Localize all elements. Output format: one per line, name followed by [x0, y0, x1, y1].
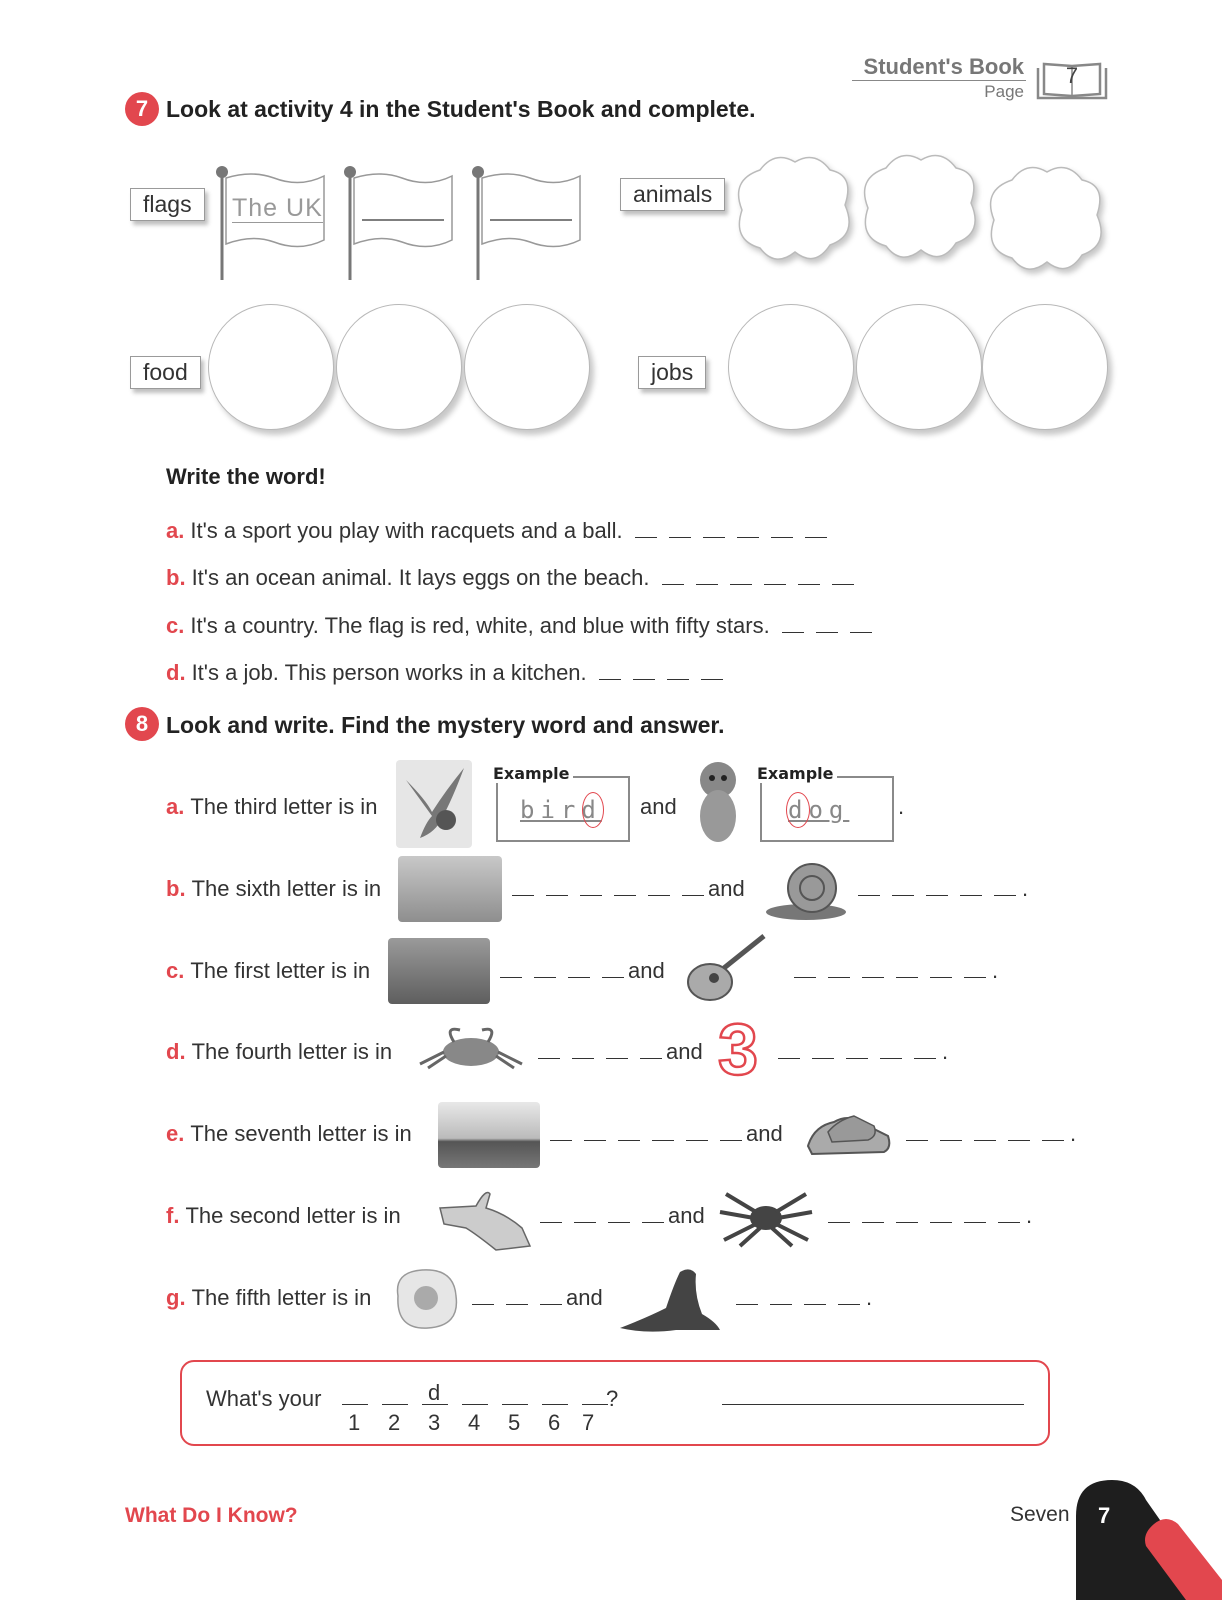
number-5: 5 [508, 1410, 521, 1435]
row-c-blanks-2[interactable] [788, 958, 998, 984]
activity-8-badge: 8 [125, 707, 159, 741]
period: . [866, 1285, 873, 1310]
mystery-blanks[interactable] [342, 1380, 622, 1410]
book-underline [852, 80, 1026, 81]
and-word: and [708, 876, 745, 901]
write-word-title: Write the word! [166, 464, 326, 489]
row-e-blanks-2[interactable] [900, 1121, 1076, 1147]
island-image [438, 1102, 540, 1168]
answer-blank[interactable] [764, 584, 786, 585]
example-label-2: Example [754, 764, 837, 783]
answer-blank[interactable] [667, 679, 689, 680]
circled-letter-mark [582, 792, 604, 828]
period: . [992, 958, 999, 983]
row-f-letter: f. [166, 1203, 180, 1228]
row-c-text: The first letter is in [190, 958, 371, 983]
clue-c [166, 613, 878, 639]
row-c-blanks-1[interactable] [494, 958, 630, 984]
number-2: 2 [388, 1410, 401, 1435]
clue-b-letter: b. [166, 565, 186, 590]
row-a [166, 794, 377, 820]
and-word: and [666, 1039, 703, 1064]
egg-image [388, 1266, 462, 1332]
answer-blank[interactable] [703, 537, 725, 538]
number-6: 6 [548, 1410, 561, 1435]
animal-cloud-2 [856, 148, 986, 268]
and-word: and [746, 1121, 783, 1146]
answer-blank[interactable] [805, 537, 827, 538]
row-b-letter: b. [166, 876, 186, 901]
number-1: 1 [348, 1410, 361, 1435]
footer-title: What Do I Know? [125, 1504, 298, 1527]
row-f-blanks-2[interactable] [822, 1203, 1032, 1229]
row-d [166, 1039, 392, 1065]
clue-d [166, 660, 729, 686]
animal-cloud-3 [982, 160, 1112, 280]
jobs-circle-2 [856, 304, 982, 430]
row-d-blanks-2[interactable] [772, 1039, 948, 1065]
circled-letter-mark [786, 792, 810, 828]
row-f-blanks-1[interactable] [534, 1203, 670, 1229]
flag-example-text: The UK [232, 194, 323, 222]
row-e-blanks-1[interactable] [544, 1121, 748, 1147]
answer-blank[interactable] [633, 679, 655, 680]
clue-b [166, 565, 860, 591]
flags-label: flags [130, 188, 205, 221]
clue-b-text: It's an ocean animal. It lays eggs on the beach. [191, 565, 650, 590]
flag-3 [468, 160, 592, 284]
footer-page-number: 7 [1098, 1503, 1111, 1528]
flag-2 [340, 160, 464, 284]
row-d-text: The fourth letter is in [191, 1039, 393, 1064]
page-label: Page [984, 82, 1024, 101]
example-word-dog: dog [788, 796, 850, 824]
answer-blank[interactable] [816, 632, 838, 633]
answer-blank[interactable] [669, 537, 691, 538]
answer-blank[interactable] [737, 537, 759, 538]
answer-blank[interactable] [832, 584, 854, 585]
and-word: and [668, 1203, 705, 1228]
clue-d-letter: d. [166, 660, 186, 685]
dog-image [692, 758, 744, 848]
mystery-known-letter: d [428, 1380, 441, 1405]
guitar-image [684, 932, 768, 1006]
row-g [166, 1285, 371, 1311]
food-circle-3 [464, 304, 590, 430]
row-g-blanks-2[interactable] [730, 1285, 872, 1311]
desert-image [398, 856, 502, 922]
row-a-text: The third letter is in [190, 794, 378, 819]
row-g-letter: g. [166, 1285, 186, 1310]
number-three-image: 3 [718, 1010, 759, 1090]
food-label: food [130, 356, 201, 389]
bird-image [396, 760, 472, 848]
row-f [166, 1203, 401, 1229]
row-g-blanks-1[interactable] [466, 1285, 568, 1311]
answer-blank[interactable] [730, 584, 752, 585]
answer-blank[interactable] [662, 584, 684, 585]
mystery-prefix: What's your [206, 1386, 322, 1411]
row-b [166, 876, 381, 902]
row-d-blanks-1[interactable] [532, 1039, 668, 1065]
spider-image [716, 1188, 816, 1248]
example-label-1: Example [490, 764, 573, 783]
number-7: 7 [582, 1410, 595, 1435]
clue-c-text: It's a country. The flag is red, white, and blue with fifty stars. [190, 613, 770, 638]
book-page-number: 7 [1065, 63, 1079, 88]
period: . [1026, 1203, 1033, 1228]
clue-a [166, 518, 833, 544]
row-b-blanks-1[interactable] [506, 876, 710, 902]
answer-blank[interactable] [599, 679, 621, 680]
food-circle-1 [208, 304, 334, 430]
example-word-bird: bird [520, 796, 602, 824]
period: . [1022, 876, 1029, 901]
and-word: and [640, 794, 677, 819]
lake-image [388, 938, 490, 1004]
answer-blank[interactable] [635, 537, 657, 538]
jobs-circle-3 [982, 304, 1108, 430]
and-word: and [566, 1285, 603, 1310]
book-label: Student's Book [863, 54, 1024, 79]
period: . [1070, 1121, 1077, 1146]
jobs-label: jobs [638, 356, 706, 389]
answer-blank[interactable] [771, 537, 793, 538]
period: . [942, 1039, 949, 1064]
footer-page-word: Seven [1010, 1503, 1070, 1526]
row-e-text: The seventh letter is in [190, 1121, 412, 1146]
row-e [166, 1121, 412, 1147]
clue-a-letter: a. [166, 518, 185, 543]
animals-label: animals [620, 178, 725, 211]
row-b-text: The sixth letter is in [191, 876, 382, 901]
jobs-circle-1 [728, 304, 854, 430]
activity-7-badge: 7 [125, 92, 159, 126]
answer-blank[interactable] [850, 632, 872, 633]
book-reference [852, 54, 1112, 102]
answer-blank[interactable] [696, 584, 718, 585]
page-corner-decoration [1076, 1480, 1222, 1600]
row-g-text: The fifth letter is in [191, 1285, 372, 1310]
answer-blank[interactable] [701, 679, 723, 680]
mystery-question-mark: ? [606, 1386, 619, 1411]
seal-image [616, 1264, 724, 1334]
row-d-letter: d. [166, 1039, 186, 1064]
number-4: 4 [468, 1410, 481, 1435]
number-3: 3 [428, 1410, 441, 1435]
hand-image [436, 1184, 532, 1254]
row-b-blanks-2[interactable] [852, 876, 1028, 902]
clue-a-text: It's a sport you play with racquets and a ball. [190, 518, 623, 543]
answer-blank[interactable] [798, 584, 820, 585]
sneakers-image [804, 1096, 894, 1162]
answer-blank[interactable] [782, 632, 804, 633]
clue-d-text: It's a job. This person works in a kitchen. [191, 660, 587, 685]
animal-cloud-1 [730, 150, 860, 270]
activity-8-instruction: Look and write. Find the mystery word and answer. [166, 712, 725, 738]
mystery-numbers [342, 1410, 622, 1438]
mystery-answer-line[interactable] [722, 1404, 1024, 1405]
period: . [898, 794, 905, 819]
row-c [166, 958, 370, 984]
and-word: and [628, 958, 665, 983]
row-e-letter: e. [166, 1121, 185, 1146]
snail-image [764, 852, 846, 922]
food-circle-2 [336, 304, 462, 430]
crab-image [414, 1024, 528, 1070]
row-c-letter: c. [166, 958, 185, 983]
clue-c-letter: c. [166, 613, 185, 638]
row-f-text: The second letter is in [185, 1203, 401, 1228]
activity-7-instruction: Look at activity 4 in the Student's Book and complete. [166, 96, 756, 122]
row-a-letter: a. [166, 794, 185, 819]
